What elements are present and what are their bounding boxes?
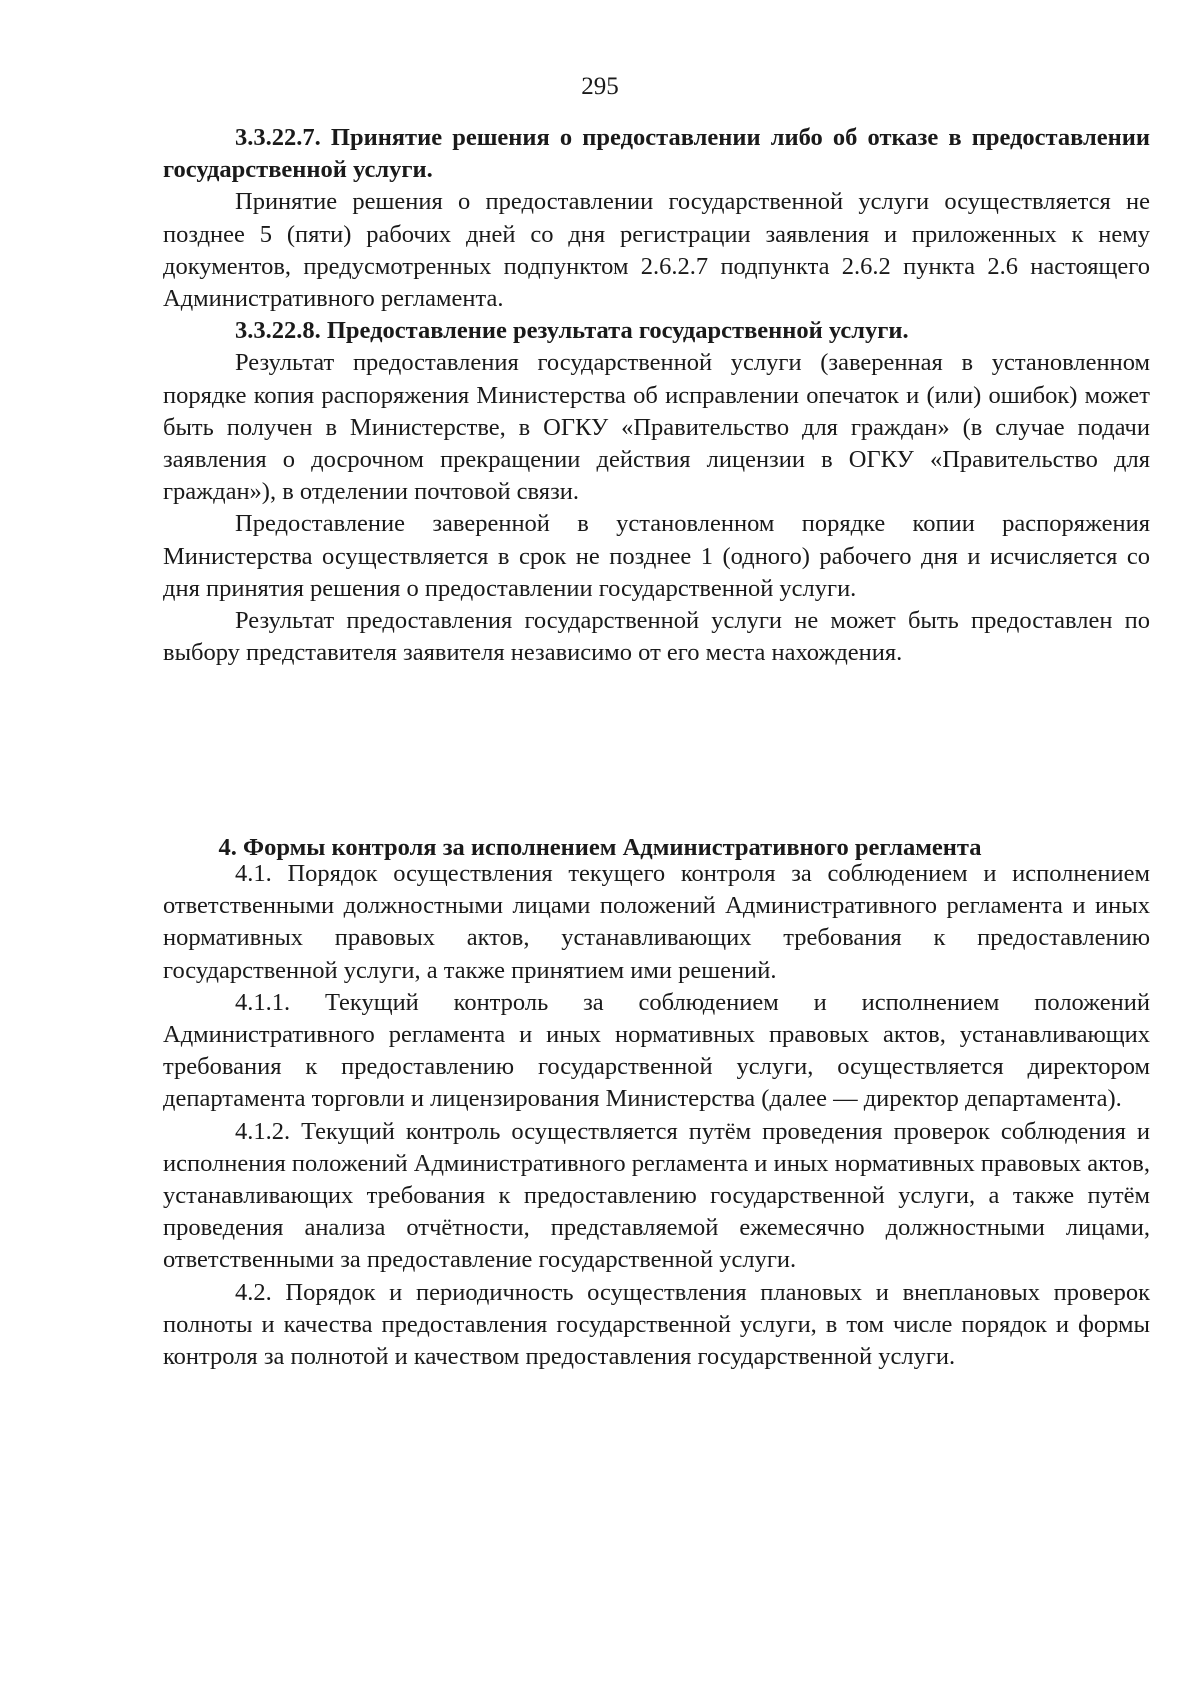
paragraph-4-1: 4.1. Порядок осуществления текущего контроля за соблюдением и исполнением ответственными должностными лицами положений Административного регламента и иных нормативных правовых актов, устанавливающих требования к предоставлению государственной услуги, а также принятием ими решений.	[163, 860, 1150, 984]
section-3-3-22-text	[163, 122, 1150, 669]
paragraph-4-1-1: 4.1.1. Текущий контроль за соблюдением и исполнением положений Административного регламента и иных нормативных правовых актов, устанавливающих требования к предоставлению государственной услуги, осуществляется директором департамента торговли и лицензирования Министерства (далее — директор департамента).	[163, 988, 1150, 1113]
paragraph-result-location: Результат предоставления государственной услуги не может быть предоставлен по выбору представителя заявителя независимо от его места нахождения.	[163, 607, 1150, 667]
paragraph-4-2: 4.2. Порядок и периодичность осуществления плановых и внеплановых проверок полноты и качества предоставления государственной услуги, в том числе порядок и формы контроля за полнотой и качеством предоставления государственной услуги.	[163, 1278, 1150, 1371]
subsection-heading-3-3-22-7: 3.3.22.7. Принятие решения о предоставлении либо об отказе в предоставлении государственной услуги.	[163, 124, 1150, 184]
section-4-heading: 4. Формы контроля за исполнением Административного регламента	[218, 834, 982, 861]
section-4-text	[163, 858, 1150, 1373]
paragraph-result-delivery: Результат предоставления государственной услуги (заверенная в установленном порядке копия распоряжения Министерства об исправлении опечаток и (или) ошибок) может быть получен в Министерстве, в ОГКУ «Правительство для граждан» (в случае подачи заявления о досрочном прекращении действия лицензии в ОГКУ «Правительство для граждан»), в отделении почтовой связи.	[163, 349, 1150, 506]
paragraph-4-1-2: 4.1.2. Текущий контроль осуществляется путём проведения проверок соблюдения и исполнения положений Административного регламента и иных нормативных правовых актов, устанавливающих требования к предоставлению государственной услуги, а также путём проведения анализа отчётности, представляемой ежемесячно должностными лицами, ответственными за предоставление государственной услуги.	[163, 1117, 1150, 1274]
page-number: 295	[581, 73, 619, 100]
subsection-heading-3-3-22-8: 3.3.22.8. Предоставление результата государственной услуги.	[235, 317, 909, 345]
paragraph-decision-deadline: Принятие решения о предоставлении государственной услуги осуществляется не позднее 5 (пяти) рабочих дней со дня регистрации заявления и приложенных к нему документов, предусмотренных подпунктом 2.6.2.7 подпункта 2.6.2 пункта 2.6 настоящего Административного регламента.	[163, 188, 1150, 313]
paragraph-copy-deadline: Предоставление заверенной в установленном порядке копии распоряжения Министерства осуществляется в срок не позднее 1 (одного) рабочего дня и исчисляется со дня принятия решения о предоставлении государственной услуги.	[163, 510, 1150, 602]
